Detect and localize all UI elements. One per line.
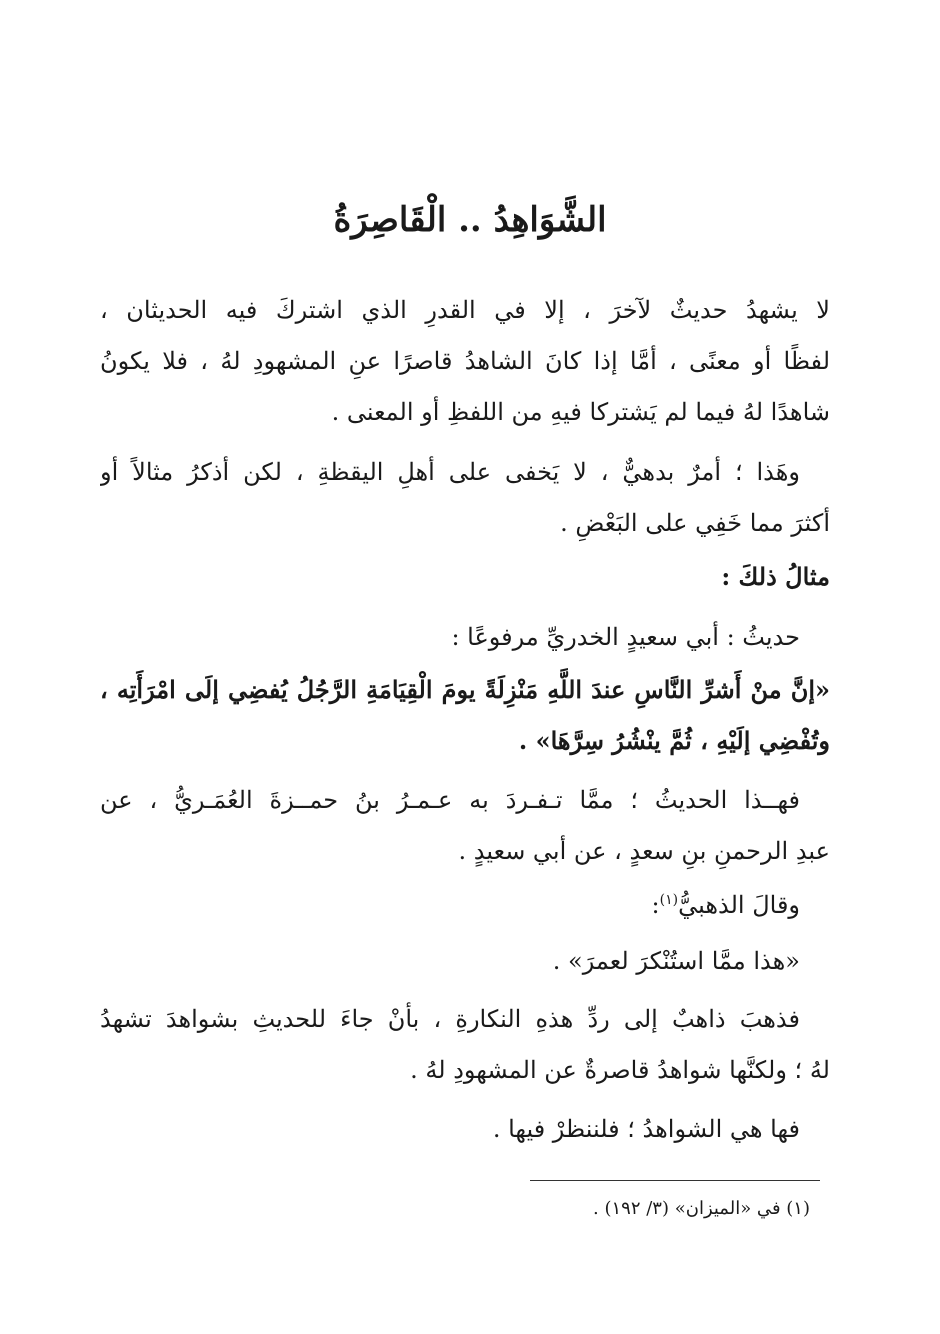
paragraph-2-line-1: وهَذا ؛ أمرٌ بدهيٌّ ، لا يَخفى على أهلِ اليقظةِ ، لكن أذكرُ مثالاً أو [100, 458, 800, 486]
paragraph-4-line-2: لهُ ؛ ولكنَّها شواهدُ قاصرةٌ عن المشهودِ لهُ . [410, 1056, 830, 1084]
footnote-text: (١) في «الميزان» (٣/ ١٩٢) . [593, 1198, 810, 1219]
dhahabi-label: وقالَ الذهبيُّ [678, 891, 800, 919]
paragraph-1-line-1: لا يشهدُ حديثٌ لآخرَ ، إلا في القدرِ الذي اشتركَ فيه الحديثان ، [100, 296, 830, 324]
hadith-text-line-2: وتُفْضِي إلَيْهِ ، ثُمَّ ينْشُرُ سِرَّهَا» . [518, 726, 830, 755]
dhahabi-quote: «هذا ممَّا استُنْكرَ لعمرَ» . [552, 947, 800, 975]
paragraph-5-line-1: فها هي الشواهدُ ؛ فلننظرْ فيها . [492, 1115, 800, 1143]
hadith-text-line-1: «إنَّ منْ أَشرِّ النَّاسِ عندَ اللَّهِ مَنْزِلَةً يومَ الْقِيَامَةِ الرَّجُلُ يُفضِي إلَى امْرَأَتِه ، [100, 675, 830, 704]
dhahabi-colon: : [651, 891, 660, 919]
hadith-intro: حديثُ : أبي سعيدٍ الخدريِّ مرفوعًا : [451, 623, 800, 651]
example-heading: مثالُ ذلكَ : [721, 562, 830, 591]
page-title: الشَّوَاهِدُ .. الْقَاصِرَةُ [333, 200, 607, 240]
paragraph-3-line-2: عبدِ الرحمنِ بنِ سعدٍ ، عن أبي سعيدٍ . [458, 837, 830, 865]
paragraph-3-line-1: فهــذا الحديثُ ؛ ممَّا تـفـردَ به عـمـرُ بنُ حمــزةَ العُمَـريُّ ، عن [100, 786, 800, 814]
footnote-divider [530, 1180, 820, 1181]
paragraph-4-line-1: فذهبَ ذاهبٌ إلى ردِّ هذهِ النكارةِ ، بأنْ جاءَ للحديثِ بشواهدَ تشهدُ [100, 1005, 800, 1033]
paragraph-1-line-3: شاهدًا لهُ فيما لم يَشتركا فيهِ من اللفظِ أو المعنى . [331, 398, 830, 426]
dhahabi-quote-intro [100, 881, 830, 929]
paragraph-1-line-2: لفظًا أو معنًى ، أمَّا إذا كانَ الشاهدُ قاصرًا عنِ المشهودِ لهُ ، فلا يكونُ [100, 347, 830, 375]
footnote-ref: (١) [659, 892, 679, 908]
paragraph-2-line-2: أكثرَ مما خَفِي على البَعْضِ . [560, 509, 830, 537]
